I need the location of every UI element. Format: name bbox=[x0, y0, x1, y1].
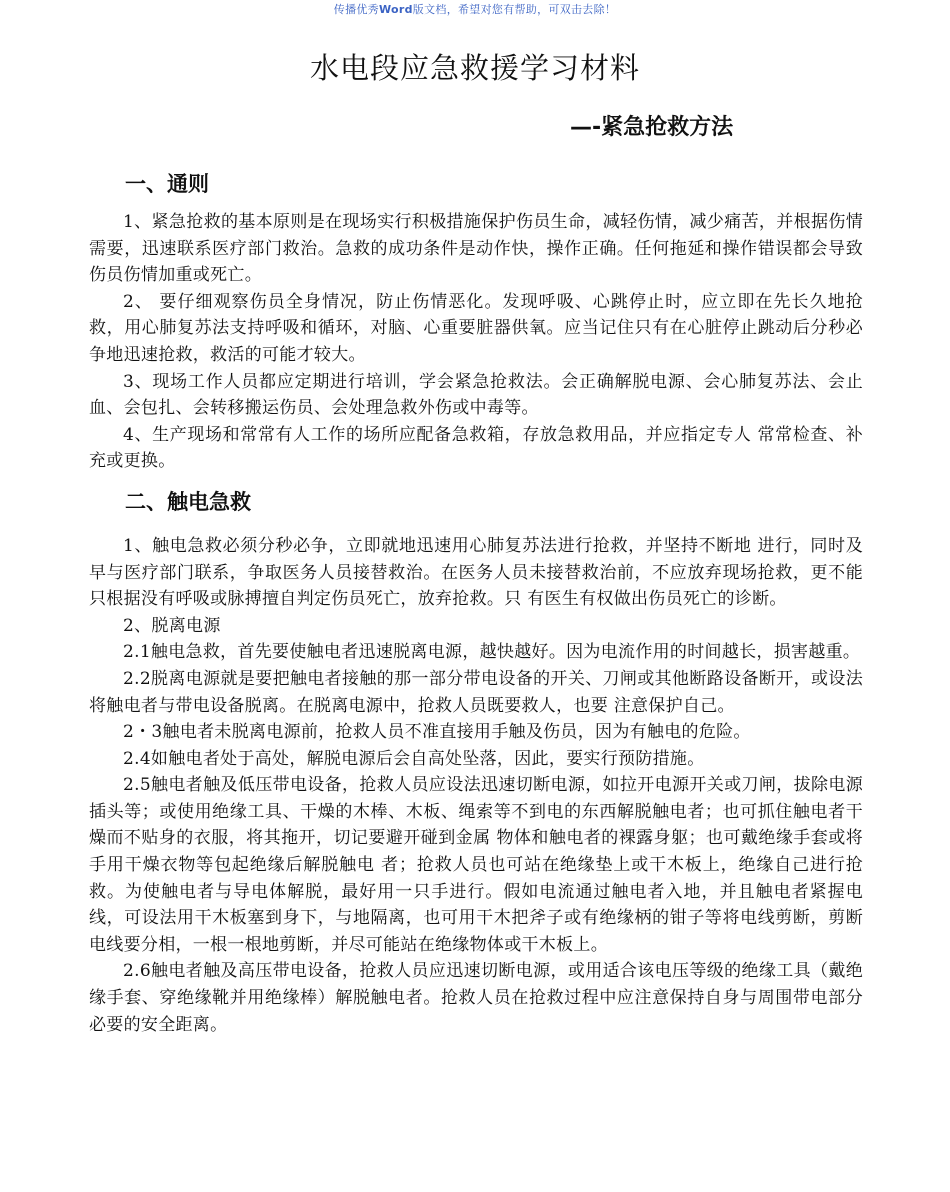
document-title: 水电段应急救援学习材料 bbox=[309, 51, 640, 85]
paragraph: 2、 要仔细观察伤员全身情况，防止伤情恶化。发现呼吸、心跳停止时，应立即在先长久地抢救，用心肺复苏法支持呼吸和循环，对脑、心重要脏器供氧。应当记住只有在心脏停止跳动后分秒必争地迅速抢救，救活的可能才较大。 bbox=[89, 291, 863, 365]
paragraph: 2.5触电者触及低压带电设备，抢救人员应设法迅速切断电源，如拉开电源开关或刀闸，拔除电源插头等；或使用绝缘工具、干燥的木棒、木板、绳索等不到电的东西解脱触电者；也可抓住触电者干燥而不贴身的衣服，将其拖开，切记要避开碰到金属 物体和触电者的裸露身躯；也可戴绝缘手套或将手用干燥衣物等包起绝缘后解脱触电 者；抢救人员也可站在绝缘垫上或干木板上，绝缘自己进行抢救。为使触电者与导电体解脱，最好用一只手进行。假如电流通过触电者入地，并且触电者紧握电线，可设法用干木板塞到身下，与地隔离，也可用干木把斧子或有绝缘柄的钳子等将电线剪断，剪断电线要分相，一根一根地剪断，并尽可能站在绝缘物体或干木板上。 bbox=[89, 775, 863, 955]
document-body bbox=[89, 163, 863, 1038]
paragraph: 2.6触电者触及高压带电设备，抢救人员应迅速切断电源，或用适合该电压等级的绝缘工具（戴绝缘手套、穿绝缘靴并用绝缘棒）解脱触电者。抢救人员在抢救过程中应注意保持自身与周围带电部分必要的安全距离。 bbox=[89, 961, 863, 1035]
paragraph: 2.2脱离电源就是要把触电者接触的那一部分带电设备的开关、刀闸或其他断路设备断开，或设法将触电者与带电设备脱离。在脱离电源中，抢救人员既要救人，也要 注意保护自己。 bbox=[89, 668, 863, 716]
section-heading-general: 一、通则 bbox=[125, 172, 209, 196]
paragraph: 1、紧急抢救的基本原则是在现场实行积极措施保护伤员生命，减轻伤情，减少痛苦，并根据伤情需要，迅速联系医疗部门救治。急救的成功条件是动作快，操作正确。任何拖延和操作错误都会导致伤员伤情加重或死亡。 bbox=[89, 212, 863, 286]
paragraph: 1、触电急救必须分秒必争，立即就地迅速用心肺复苏法进行抢救，并坚持不断地 进行，同时及早与医疗部门联系，争取医务人员接替救治。在医务人员未接替救治前，不应放弃现场抢救，更不能只根据没有呼吸或脉搏擅自判定伤员死亡，放弃抢救。只 有医生有权做出伤员死亡的诊断。 bbox=[89, 535, 863, 610]
paragraph: 4、生产现场和常常有人工作的场所应配备急救箱，存放急救用品，并应指定专人 常常检查、补充或更换。 bbox=[89, 424, 863, 472]
paragraph: 2.4如触电者处于高处，解脱电源后会自高处坠落，因此，要实行预防措施。 bbox=[123, 748, 705, 769]
notice-prefix: 传播优秀 bbox=[333, 3, 379, 16]
document-subtitle: —-紧急抢救方法 bbox=[570, 115, 734, 140]
paragraph: 2、脱离电源 bbox=[123, 615, 221, 636]
notice-suffix: 版文档，希望对您有帮助，可双击去除！ bbox=[412, 3, 617, 16]
paragraph: 3、现场工作人员都应定期进行培训，学会紧急抢救法。会正确解脱电源、会心肺复苏法、会止血、会包扎、会转移搬运伤员、会处理急救外伤或中毒等。 bbox=[89, 371, 863, 419]
paragraph: 2・3触电者未脱离电源前，抢救人员不准直接用手触及伤员，因为有触电的危险。 bbox=[123, 722, 751, 743]
notice-word: Word bbox=[378, 3, 413, 16]
section-heading-electric-shock: 二、触电急救 bbox=[125, 489, 251, 514]
header-notice bbox=[0, 1, 950, 17]
paragraph: 2.1触电急救，首先要使触电者迅速脱离电源，越快越好。因为电流作用的时间越长，损害越重。 bbox=[123, 642, 861, 663]
